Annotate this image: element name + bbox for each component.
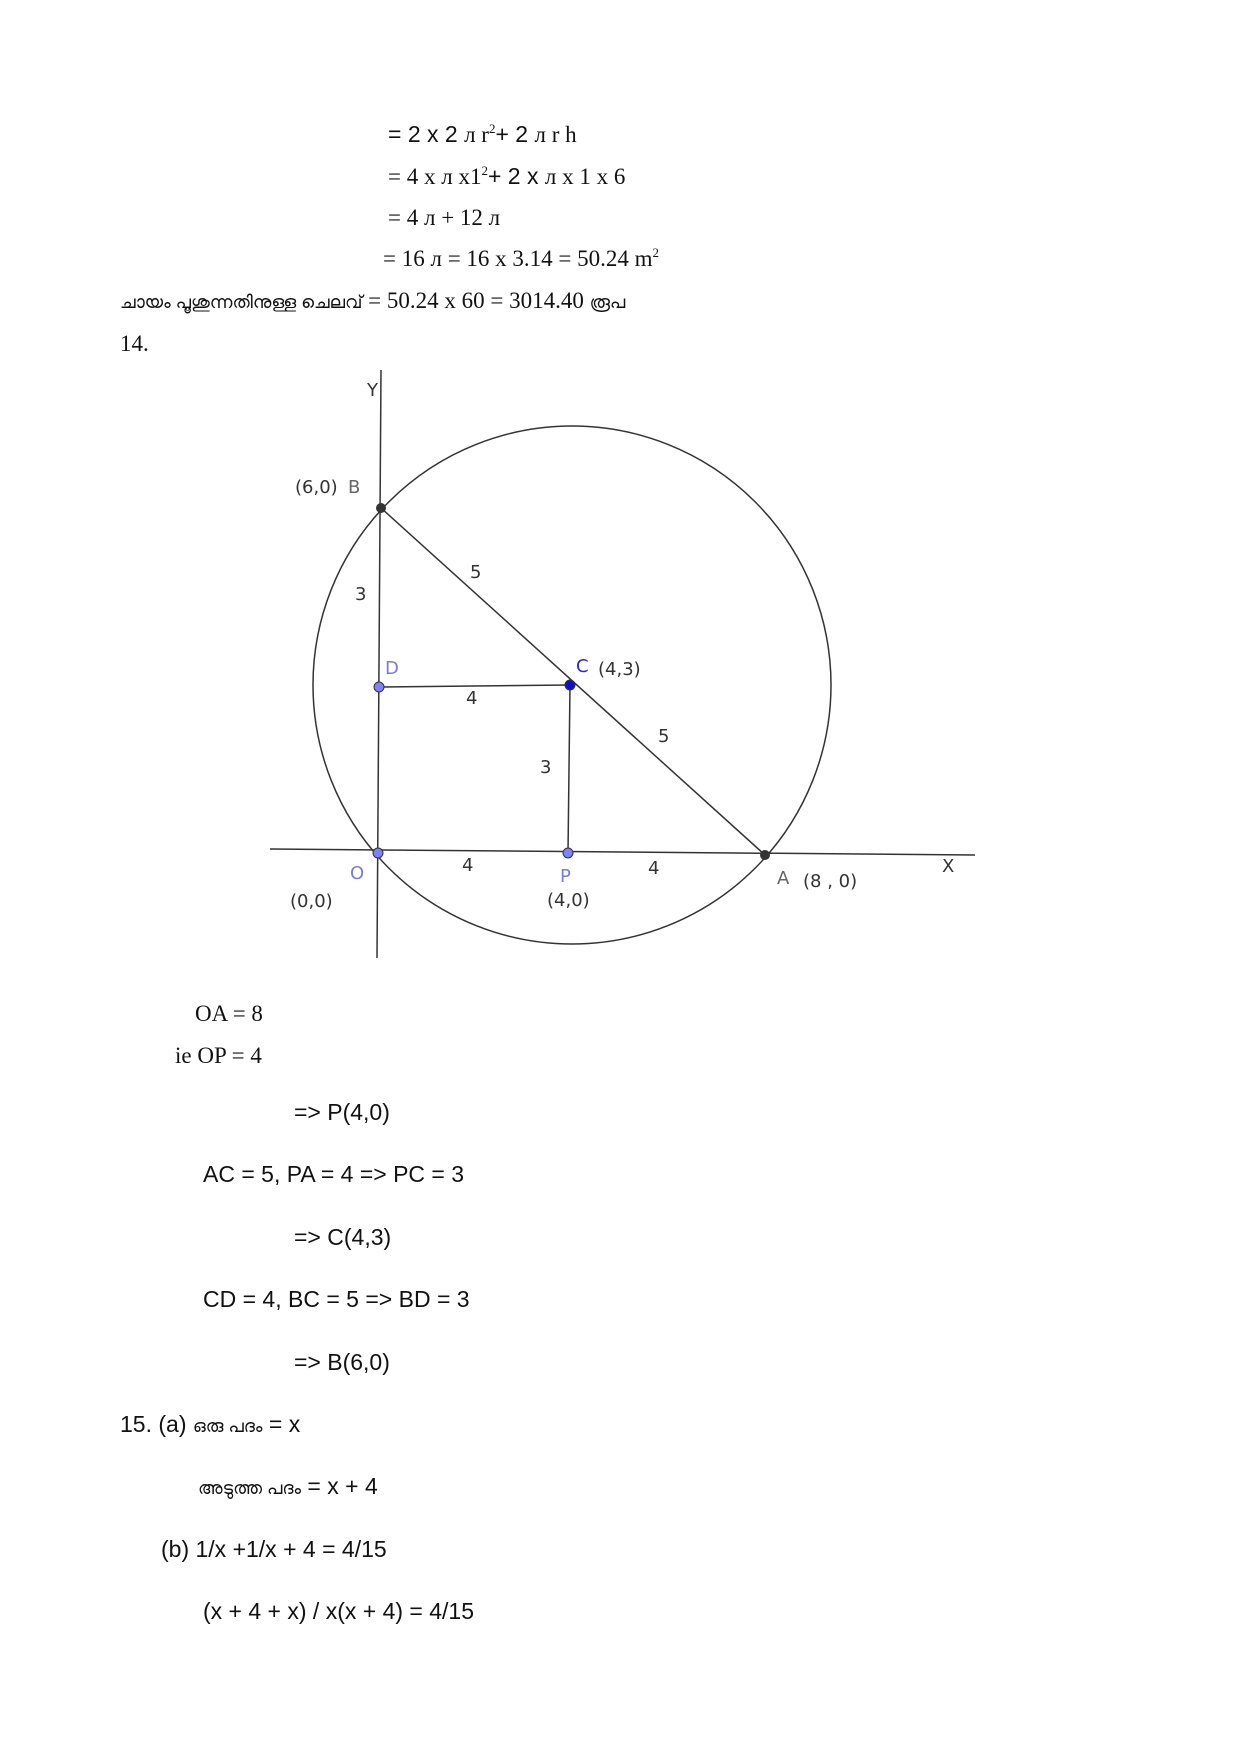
point-o-coord: (0,0) (290, 891, 333, 912)
question-14-number: 14. (120, 331, 149, 356)
seg-label-cp: 3 (540, 757, 552, 778)
point-d (374, 682, 384, 692)
paint-cost-line: ചായം പൂശുന്നതിനുള്ള ചെലവ് = 50.24 x 60 = 3014.40 രൂപ (120, 288, 626, 313)
step-bd: CD = 4, BC = 5 => BD = 3 (203, 1286, 470, 1312)
point-p-coord: (4,0) (547, 890, 590, 911)
segment-cp (568, 685, 570, 853)
point-b-coord: (6,0) (295, 477, 338, 498)
q15-b: (b) 1/x +1/x + 4 = 4/15 (161, 1536, 387, 1562)
point-a (760, 850, 770, 860)
point-b-label: B (348, 477, 361, 498)
point-b (376, 503, 386, 513)
step-b-coord: => B(6,0) (294, 1349, 390, 1375)
point-c-coord: (4,3) (598, 659, 641, 680)
calc-line-4: = 16 л = 16 x 3.14 = 50.24 $m^2$ (383, 245, 660, 271)
q15-a: 15. (a) ഒരു പദം = x (120, 1411, 301, 1437)
segment-dc (379, 685, 570, 687)
seg-label-op: 4 (462, 855, 474, 876)
point-p-label: P (560, 866, 571, 887)
step-oa: OA = 8 (195, 1001, 263, 1026)
point-a-label: A (777, 868, 790, 889)
seg-label-bd: 3 (355, 584, 367, 605)
seg-label-pa: 4 (648, 858, 660, 879)
step-pc: AC = 5, PA = 4 => PC = 3 (203, 1161, 465, 1187)
calc-line-2: = 4 x л $x1^2+ 2$ x л x 1 x 6 (388, 163, 626, 189)
y-axis-label: Y (367, 380, 378, 401)
calc-line-1: = 2 x 2 л $r^2+ 2$ л r h (388, 121, 577, 147)
q15-next-term: അടുത്ത പദം = x + 4 (198, 1473, 378, 1499)
step-p-coord: => P(4,0) (294, 1099, 390, 1125)
seg-label-bc: 5 (470, 562, 482, 583)
calc-line-3: = 4 л + 12 л (388, 205, 501, 230)
q15-b-step: (x + 4 + x) / x(x + 4) = 4/15 (203, 1598, 475, 1624)
x-axis-label: X (942, 856, 955, 877)
point-a-coord: (8 , 0) (803, 871, 858, 892)
step-op: ie OP = 4 (175, 1043, 262, 1068)
point-o-label: O (350, 863, 365, 884)
step-c-coord: => C(4,3) (294, 1224, 392, 1250)
seg-label-dc: 4 (466, 688, 478, 709)
point-o (373, 848, 383, 858)
y-axis (377, 370, 381, 958)
point-c-label: C (576, 656, 589, 677)
point-p (563, 848, 573, 858)
coordinate-circle-figure (250, 360, 990, 965)
point-d-label: D (385, 658, 399, 679)
point-c (565, 680, 575, 690)
seg-label-ca: 5 (658, 726, 670, 747)
